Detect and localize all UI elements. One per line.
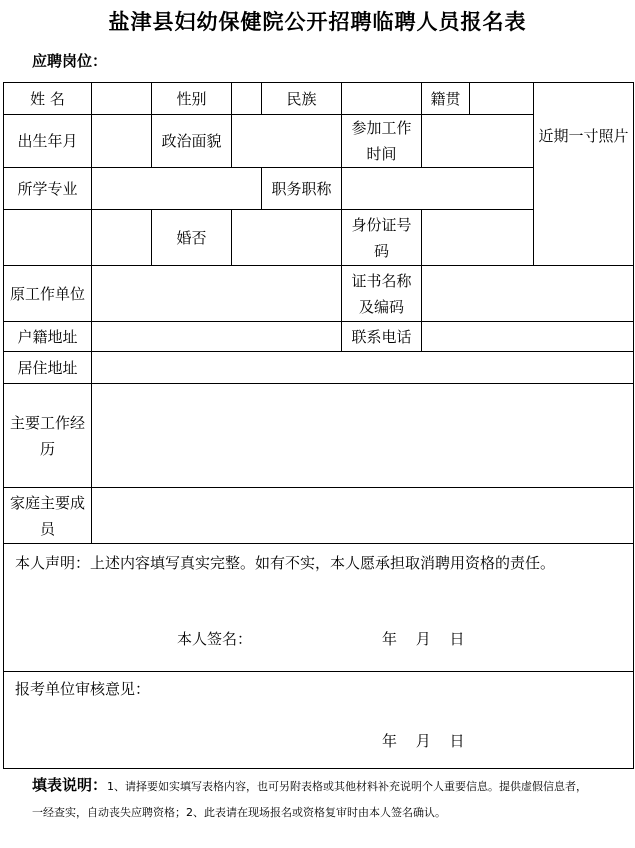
- photo-label: 近期一寸照片: [538, 127, 629, 145]
- row4-blank-label: [4, 210, 92, 266]
- major-label: 所学专业: [4, 168, 92, 210]
- phone-field[interactable]: [422, 322, 634, 352]
- work-start-field[interactable]: [422, 115, 534, 168]
- review-date: 年 月 日: [382, 732, 465, 750]
- cert-field[interactable]: [422, 266, 634, 322]
- residence-label: 居住地址: [4, 352, 92, 384]
- household-label: 户籍地址: [4, 322, 92, 352]
- ethnicity-label: 民族: [262, 83, 342, 115]
- review-label: 报考单位审核意见：: [15, 680, 151, 698]
- political-label: 政治面貌: [152, 115, 232, 168]
- row4-blank-field[interactable]: [92, 210, 152, 266]
- major-field[interactable]: [92, 168, 262, 210]
- title-label: 职务职称: [262, 168, 342, 210]
- review-section: [4, 672, 634, 769]
- work-history-field[interactable]: [92, 384, 634, 488]
- political-field[interactable]: [232, 115, 342, 168]
- instructions-text: 1、请择要如实填写表格内容，也可另附表格或其他材料补充说明个人重要信息。提供虚假信息者，一经查实，自动丧失应聘资格；2、此表请在现场报名或资格复审时由本人签名确认。: [32, 780, 588, 819]
- fill-instructions: [32, 772, 592, 826]
- gender-label: 性别: [152, 83, 232, 115]
- work-history-label: 主要工作经历: [4, 384, 92, 488]
- id-number-label: 身份证号码: [342, 210, 422, 266]
- prev-employer-label: 原工作单位: [4, 266, 92, 322]
- form-title: 盐津县妇幼保健院公开招聘临聘人员报名表: [108, 9, 527, 34]
- gender-field[interactable]: [232, 83, 262, 115]
- position-label: 应聘岗位：: [32, 52, 108, 70]
- name-field[interactable]: [92, 83, 152, 115]
- work-start-label: 参加工作时间: [342, 115, 422, 168]
- marital-field[interactable]: [232, 210, 342, 266]
- instructions-heading: 填表说明：: [32, 776, 108, 794]
- household-field[interactable]: [92, 322, 342, 352]
- signature-label: 本人签名：: [177, 630, 253, 648]
- declaration-text: 本人声明：上述内容填写真实完整。如有不实，本人愿承担取消聘用资格的责任。: [15, 554, 556, 572]
- residence-field[interactable]: [92, 352, 634, 384]
- title-field[interactable]: [342, 168, 534, 210]
- native-place-field[interactable]: [470, 83, 534, 115]
- birth-label: 出生年月: [4, 115, 92, 168]
- id-number-field[interactable]: [422, 210, 634, 266]
- prev-employer-field[interactable]: [92, 266, 342, 322]
- native-place-label: 籍贯: [422, 83, 470, 115]
- registration-form-table: [3, 82, 634, 769]
- family-label: 家庭主要成员: [4, 488, 92, 544]
- phone-label: 联系电话: [342, 322, 422, 352]
- signature-date: 年 月 日: [382, 630, 465, 648]
- cert-label: 证书名称及编码: [342, 266, 422, 322]
- birth-field[interactable]: [92, 115, 152, 168]
- declaration-section: [4, 544, 634, 672]
- family-field[interactable]: [92, 488, 634, 544]
- ethnicity-field[interactable]: [342, 83, 422, 115]
- name-label: 姓 名: [4, 83, 92, 115]
- marital-label: 婚否: [152, 210, 232, 266]
